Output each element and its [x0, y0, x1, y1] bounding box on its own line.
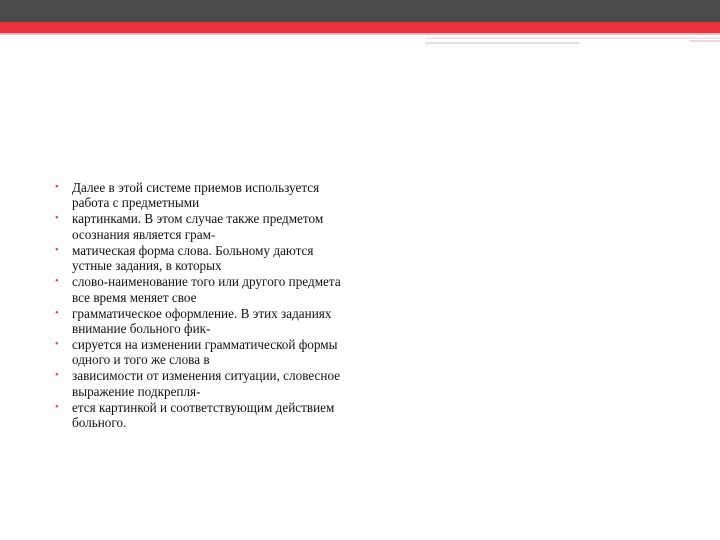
list-item	[52, 337, 352, 368]
list-item-text: ется картинкой и соответствующим действием больного.	[72, 399, 335, 431]
list-item	[52, 180, 352, 211]
list-item	[52, 274, 352, 305]
accent-line	[0, 33, 720, 35]
accent-stripe	[0, 22, 720, 33]
bullet-icon: •	[55, 276, 59, 288]
list-item-text: матическая форма слова. Больному даются устные задания, в которых	[72, 242, 314, 274]
bullet-icon: •	[55, 339, 59, 351]
decorative-line	[425, 42, 580, 44]
list-item-text: слово-наименование того или другого предмета все время меняет свое	[72, 274, 341, 305]
list-item	[52, 243, 352, 274]
bullet-icon: •	[55, 307, 59, 319]
list-item	[52, 368, 352, 399]
list-item	[52, 306, 352, 337]
header-bar	[0, 0, 720, 22]
list-item-text: грамматическое оформление. В этих заданиях внимание больного фик-	[72, 305, 332, 337]
list-item-text: зависимости от изменения ситуации, словесное выражение подкрепля-	[72, 368, 341, 399]
decorative-line	[690, 40, 720, 42]
list-item-text: сируется на изменении грамматической формы одного и того же слова в	[72, 337, 338, 368]
bullet-icon: •	[55, 370, 59, 382]
list-item	[52, 211, 352, 242]
bullet-icon: •	[55, 182, 59, 193]
bullet-list	[52, 180, 352, 431]
decorative-line	[425, 37, 720, 39]
list-item	[52, 400, 352, 431]
bullet-icon: •	[55, 213, 59, 225]
bullet-icon: •	[55, 244, 59, 256]
list-item-text: картинками. В этом случае также предметом осознания является грам-	[72, 211, 324, 242]
bullet-icon: •	[55, 401, 59, 413]
list-item-text: Далее в этой системе приемов используется работа с предметными	[72, 180, 320, 211]
